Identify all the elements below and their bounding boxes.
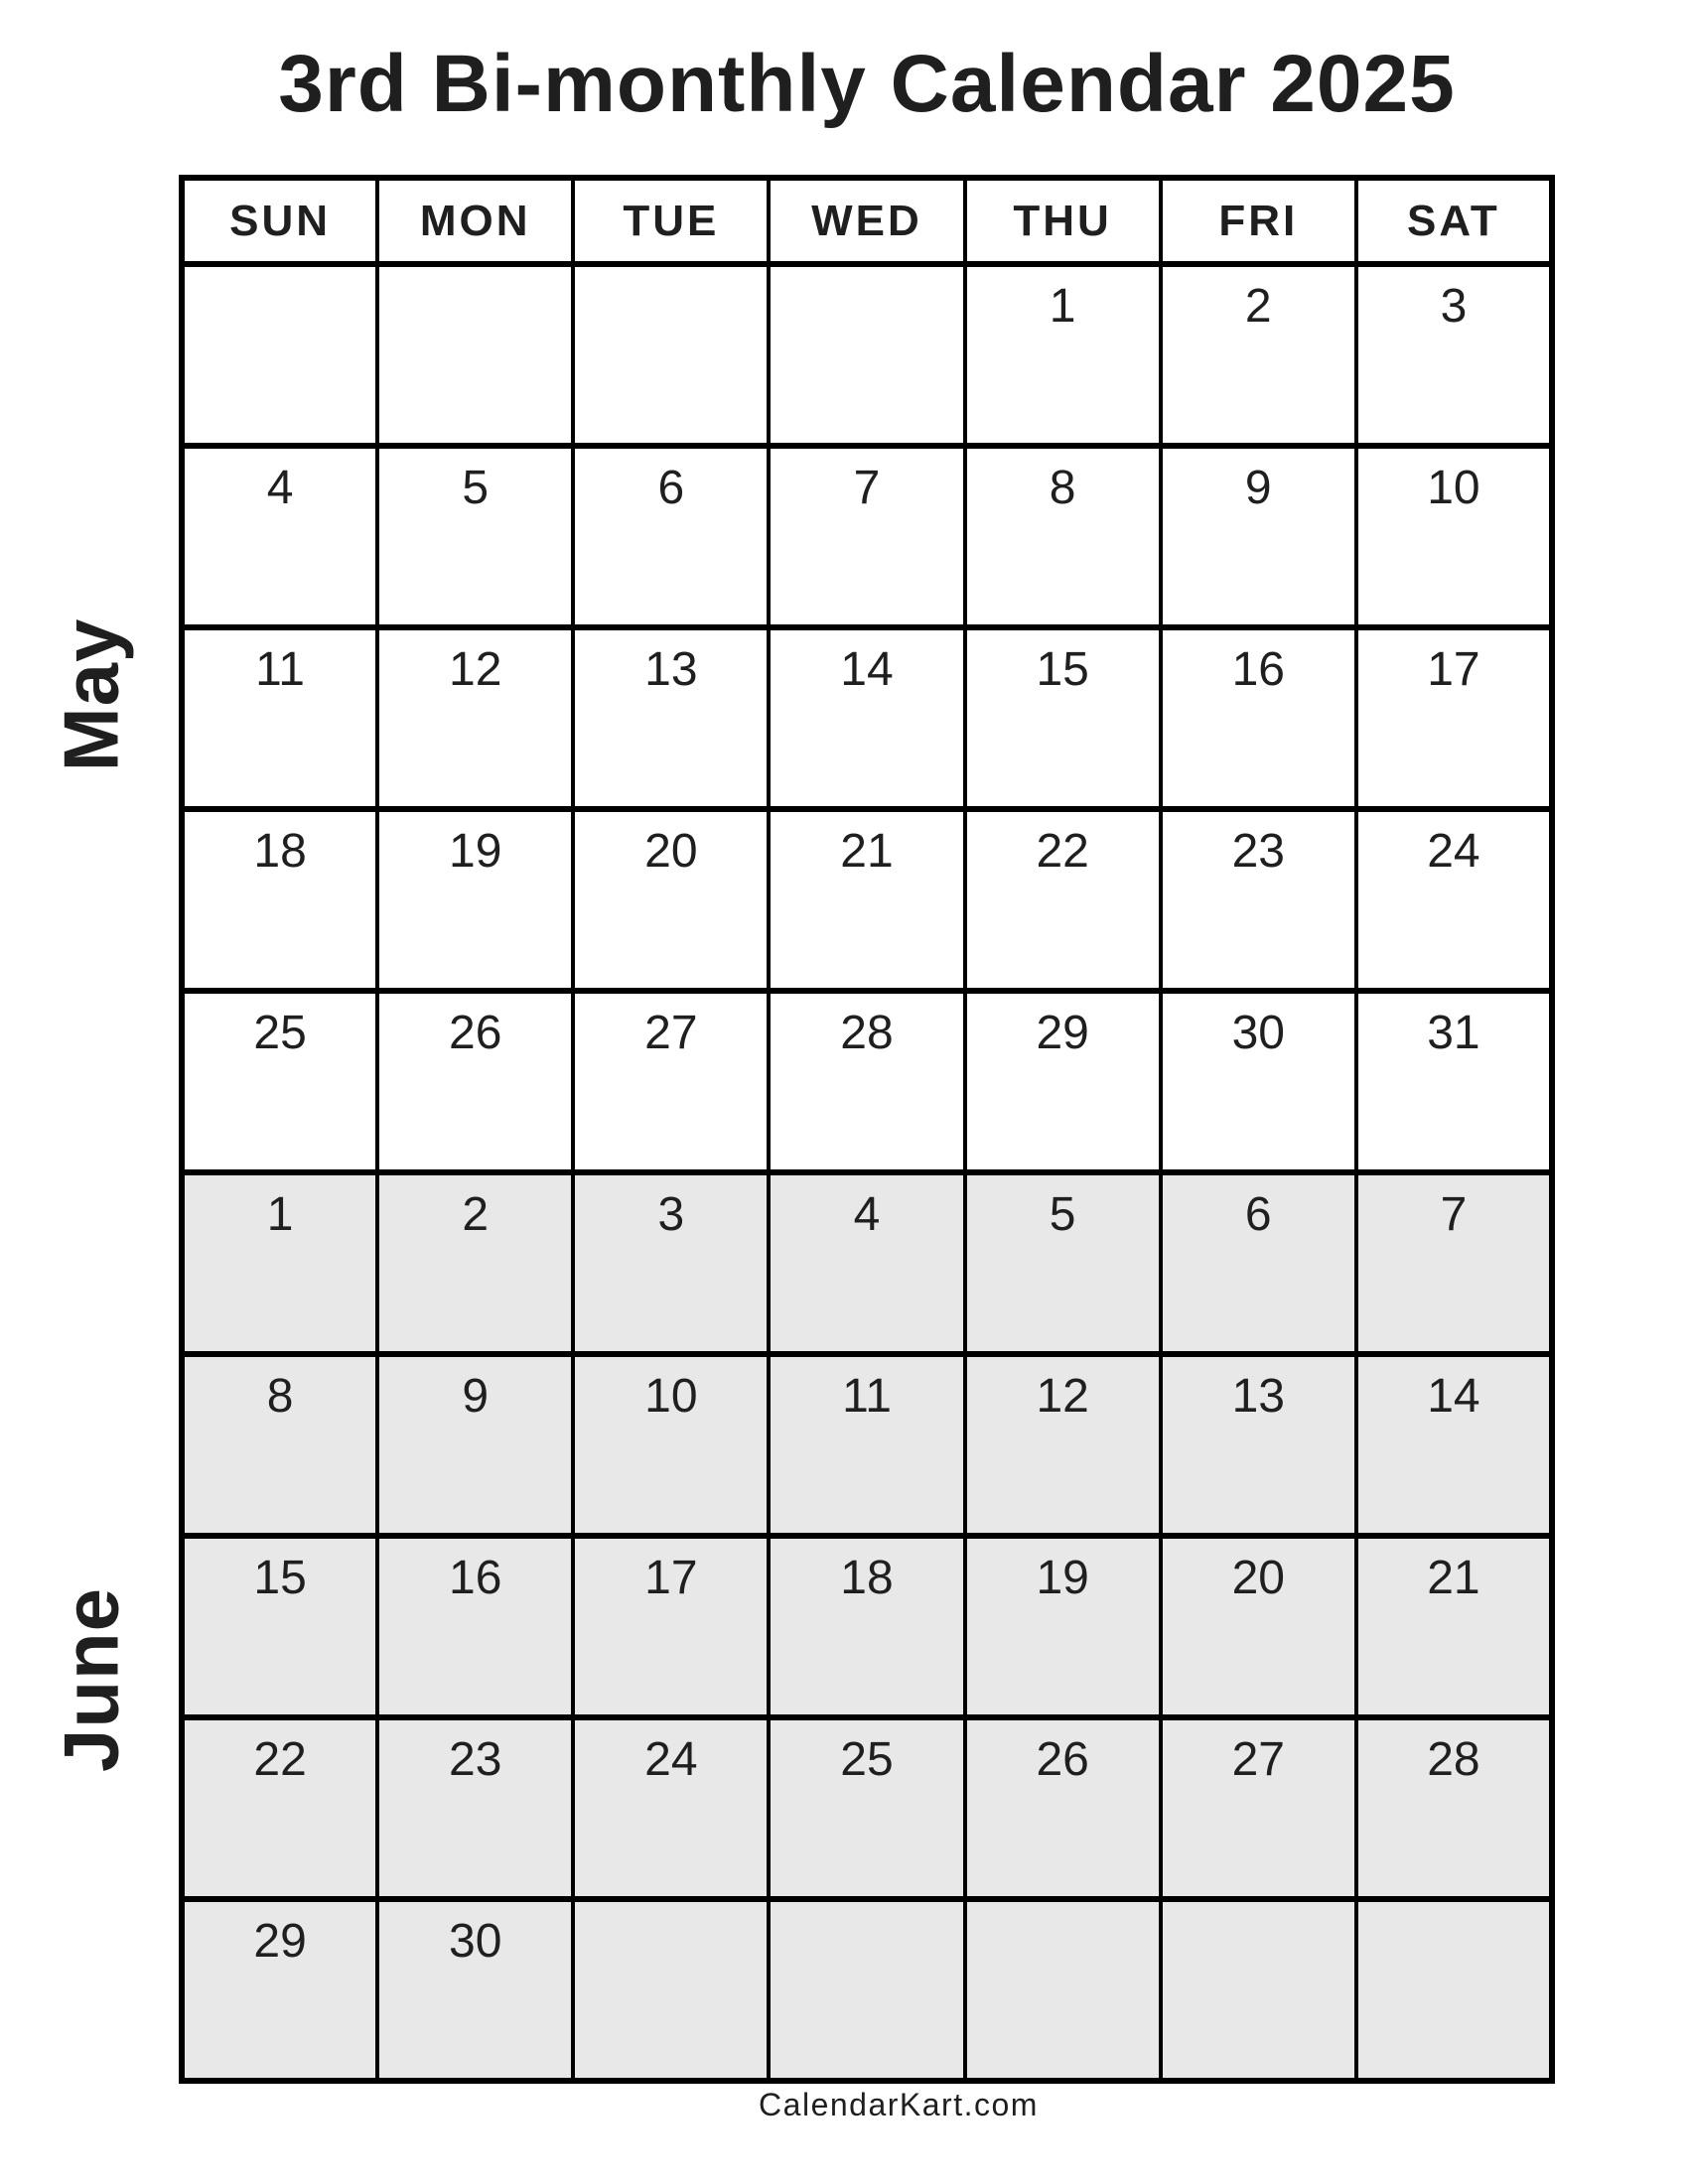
day-cell-june-20: 20	[1161, 1536, 1356, 1717]
day-cell-may-23: 23	[1161, 809, 1356, 991]
day-cell-june-7: 7	[1356, 1172, 1552, 1354]
month-label-may: May	[47, 617, 135, 772]
month-label-june: June	[47, 1586, 135, 1773]
week-row-may-5	[182, 991, 1552, 1172]
day-cell-may-22: 22	[965, 809, 1161, 991]
weekday-header-row	[182, 178, 1552, 264]
day-cell-june-1: 1	[182, 1172, 377, 1354]
day-cell-may-28: 28	[769, 991, 964, 1172]
day-cell-june-empty	[573, 1899, 769, 2081]
week-row-june-1	[182, 1172, 1552, 1354]
week-row-may-2	[182, 446, 1552, 627]
week-row-june-4	[182, 1717, 1552, 1899]
day-cell-june-empty	[1161, 1899, 1356, 2081]
day-cell-may-24: 24	[1356, 809, 1552, 991]
day-cell-june-empty	[1356, 1899, 1552, 2081]
day-cell-june-8: 8	[182, 1354, 377, 1536]
day-cell-june-4: 4	[769, 1172, 964, 1354]
day-cell-june-empty	[769, 1899, 964, 2081]
week-row-june-5	[182, 1899, 1552, 2081]
day-cell-june-13: 13	[1161, 1354, 1356, 1536]
day-cell-may-21: 21	[769, 809, 964, 991]
weekday-header-tue: TUE	[573, 178, 769, 264]
weekday-header-sat: SAT	[1356, 178, 1552, 264]
day-cell-may-11: 11	[182, 627, 377, 809]
day-cell-may-empty	[573, 264, 769, 446]
day-cell-may-7: 7	[769, 446, 964, 627]
day-cell-may-14: 14	[769, 627, 964, 809]
day-cell-june-18: 18	[769, 1536, 964, 1717]
day-cell-may-19: 19	[377, 809, 573, 991]
day-cell-may-9: 9	[1161, 446, 1356, 627]
week-row-june-2	[182, 1354, 1552, 1536]
day-cell-may-16: 16	[1161, 627, 1356, 809]
weekday-header-mon: MON	[377, 178, 573, 264]
day-cell-june-16: 16	[377, 1536, 573, 1717]
day-cell-may-empty	[377, 264, 573, 446]
day-cell-june-15: 15	[182, 1536, 377, 1717]
day-cell-may-25: 25	[182, 991, 377, 1172]
day-cell-june-22: 22	[182, 1717, 377, 1899]
day-cell-may-3: 3	[1356, 264, 1552, 446]
day-cell-may-8: 8	[965, 446, 1161, 627]
day-cell-may-empty	[769, 264, 964, 446]
day-cell-may-5: 5	[377, 446, 573, 627]
day-cell-june-25: 25	[769, 1717, 964, 1899]
day-cell-june-19: 19	[965, 1536, 1161, 1717]
week-row-may-1	[182, 264, 1552, 446]
day-cell-june-6: 6	[1161, 1172, 1356, 1354]
day-cell-june-21: 21	[1356, 1536, 1552, 1717]
week-row-june-3	[182, 1536, 1552, 1717]
day-cell-june-3: 3	[573, 1172, 769, 1354]
day-cell-may-20: 20	[573, 809, 769, 991]
week-row-may-4	[182, 809, 1552, 991]
day-cell-may-18: 18	[182, 809, 377, 991]
day-cell-june-empty	[965, 1899, 1161, 2081]
day-cell-may-13: 13	[573, 627, 769, 809]
day-cell-june-26: 26	[965, 1717, 1161, 1899]
day-cell-may-15: 15	[965, 627, 1161, 809]
weekday-header-sun: SUN	[182, 178, 377, 264]
day-cell-june-28: 28	[1356, 1717, 1552, 1899]
day-cell-june-9: 9	[377, 1354, 573, 1536]
week-row-may-3	[182, 627, 1552, 809]
footer-watermark: CalendarKart.com	[759, 2087, 1039, 2122]
weekday-header-fri: FRI	[1161, 178, 1356, 264]
day-cell-may-empty	[182, 264, 377, 446]
day-cell-june-24: 24	[573, 1717, 769, 1899]
day-cell-may-10: 10	[1356, 446, 1552, 627]
day-cell-june-30: 30	[377, 1899, 573, 2081]
day-cell-june-14: 14	[1356, 1354, 1552, 1536]
day-cell-may-29: 29	[965, 991, 1161, 1172]
day-cell-may-31: 31	[1356, 991, 1552, 1172]
page-title: 3rd Bi-monthly Calendar 2025	[278, 39, 1456, 129]
day-cell-june-11: 11	[769, 1354, 964, 1536]
day-cell-may-17: 17	[1356, 627, 1552, 809]
day-cell-may-30: 30	[1161, 991, 1356, 1172]
day-cell-june-29: 29	[182, 1899, 377, 2081]
day-cell-may-27: 27	[573, 991, 769, 1172]
day-cell-may-6: 6	[573, 446, 769, 627]
day-cell-may-4: 4	[182, 446, 377, 627]
day-cell-may-26: 26	[377, 991, 573, 1172]
day-cell-june-23: 23	[377, 1717, 573, 1899]
day-cell-june-5: 5	[965, 1172, 1161, 1354]
day-cell-may-1: 1	[965, 264, 1161, 446]
day-cell-june-27: 27	[1161, 1717, 1356, 1899]
weekday-header-wed: WED	[769, 178, 964, 264]
day-cell-june-2: 2	[377, 1172, 573, 1354]
day-cell-june-12: 12	[965, 1354, 1161, 1536]
calendar-grid	[179, 175, 1555, 2084]
day-cell-june-17: 17	[573, 1536, 769, 1717]
day-cell-june-10: 10	[573, 1354, 769, 1536]
weekday-header-thu: THU	[965, 178, 1161, 264]
day-cell-may-2: 2	[1161, 264, 1356, 446]
day-cell-may-12: 12	[377, 627, 573, 809]
